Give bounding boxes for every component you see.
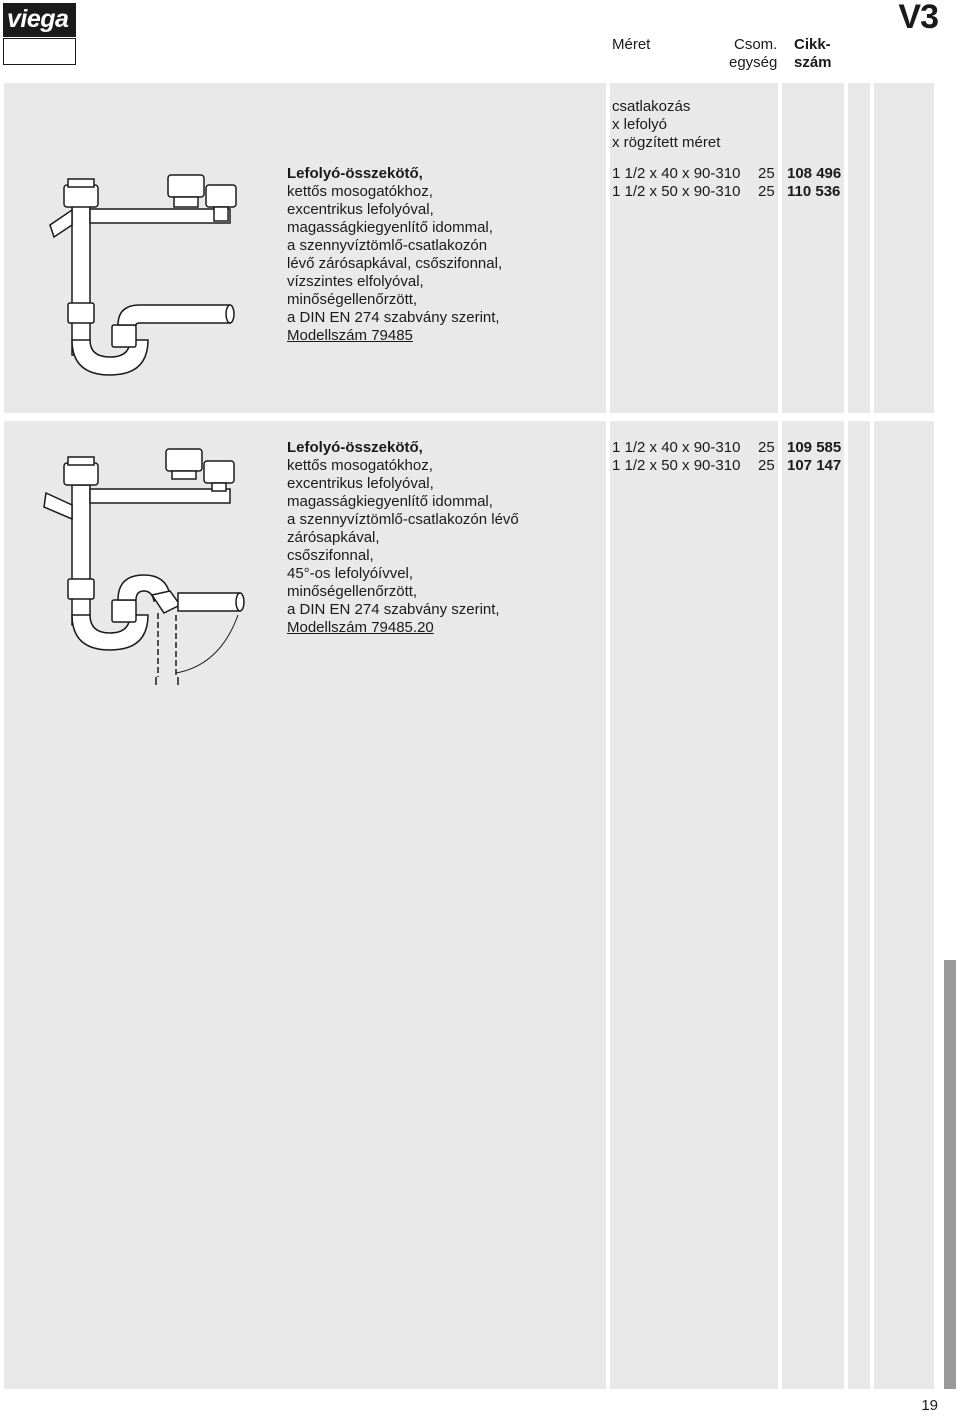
subheader-line1: csatlakozás [612, 98, 691, 115]
pack-column-header-line2: egység [729, 54, 778, 71]
pack-column-header-line1: Csom. [734, 36, 778, 53]
product1-line: lévő zárósapkával, csőszifonnal, [287, 255, 503, 272]
product2-article-panel [782, 421, 844, 1389]
product1-extra-col2 [874, 83, 934, 413]
product2-line: zárósapkával, [287, 529, 380, 546]
product2-size-panel [610, 421, 778, 1389]
product1-model-number: Modellszám 79485 [287, 327, 413, 344]
drain-connector-illustration-1 [40, 165, 250, 380]
product2-line: minőségellenőrzött, [287, 583, 418, 600]
row-size: 1 1/2 x 50 x 90-310 [612, 457, 741, 474]
table-row [612, 183, 740, 201]
subheader-line3: x rögzített méret [612, 134, 721, 151]
row-pack: 25 [758, 457, 775, 474]
viega-logo [3, 3, 76, 37]
product1-line: vízszintes elfolyóval, [287, 273, 424, 290]
row-size: 1 1/2 x 40 x 90-310 [612, 165, 741, 182]
row-article: 110 536 [787, 183, 841, 200]
drain-connector-illustration-2 [40, 445, 250, 685]
product2-model-number: Modellszám 79485.20 [287, 619, 434, 636]
product2-description [287, 439, 519, 637]
product1-line: minőségellenőrzött, [287, 291, 418, 308]
row-article: 109 585 [787, 439, 842, 456]
product1-description [287, 165, 502, 345]
section-code: V3 [898, 0, 938, 36]
product2-line: 45°-os lefolyóívvel, [287, 565, 414, 582]
logo-subbox [3, 38, 76, 65]
table-row [612, 457, 740, 475]
product2-line: a szennyvíztömlő-csatlakozón lévő [287, 511, 519, 528]
product2-line: kettős mosogatókhoz, [287, 457, 433, 474]
table-row [612, 165, 740, 183]
product2-line: excentrikus lefolyóval, [287, 475, 434, 492]
product2-line: magasságkiegyenlítő idommal, [287, 493, 493, 510]
product2-title: Lefolyó-összekötő, [287, 439, 423, 456]
row-size: 1 1/2 x 50 x 90-310 [612, 183, 741, 200]
product1-line: a szennyvíztömlő-csatlakozón [287, 237, 488, 254]
product1-article-panel [782, 83, 844, 413]
page-number: 19 [921, 1397, 938, 1414]
subheader-line2: x lefolyó [612, 116, 668, 133]
product2-line: csőszifonnal, [287, 547, 374, 564]
row-pack: 25 [758, 165, 775, 182]
product1-line: kettős mosogatókhoz, [287, 183, 433, 200]
row-pack: 25 [758, 183, 775, 200]
article-column-header-line2: szám [794, 54, 832, 71]
chapter-tab-marker [944, 960, 956, 1389]
table-row [612, 439, 740, 457]
article-column-header-line1: Cikk- [794, 36, 831, 53]
row-size: 1 1/2 x 40 x 90-310 [612, 439, 741, 456]
row-pack: 25 [758, 439, 775, 456]
product2-extra-col2 [874, 421, 934, 1389]
logo-text: viega [7, 5, 69, 33]
row-article: 108 496 [787, 165, 842, 182]
product1-extra-col1 [848, 83, 870, 413]
product1-line: magasságkiegyenlítő idommal, [287, 219, 493, 236]
size-column-header: Méret [612, 36, 651, 53]
product2-line: a DIN EN 274 szabvány szerint, [287, 601, 500, 618]
row-article: 107 147 [787, 457, 842, 474]
product2-extra-col1 [848, 421, 870, 1389]
product1-line: excentrikus lefolyóval, [287, 201, 434, 218]
product1-line: a DIN EN 274 szabvány szerint, [287, 309, 500, 326]
product1-title: Lefolyó-összekötő, [287, 165, 423, 182]
